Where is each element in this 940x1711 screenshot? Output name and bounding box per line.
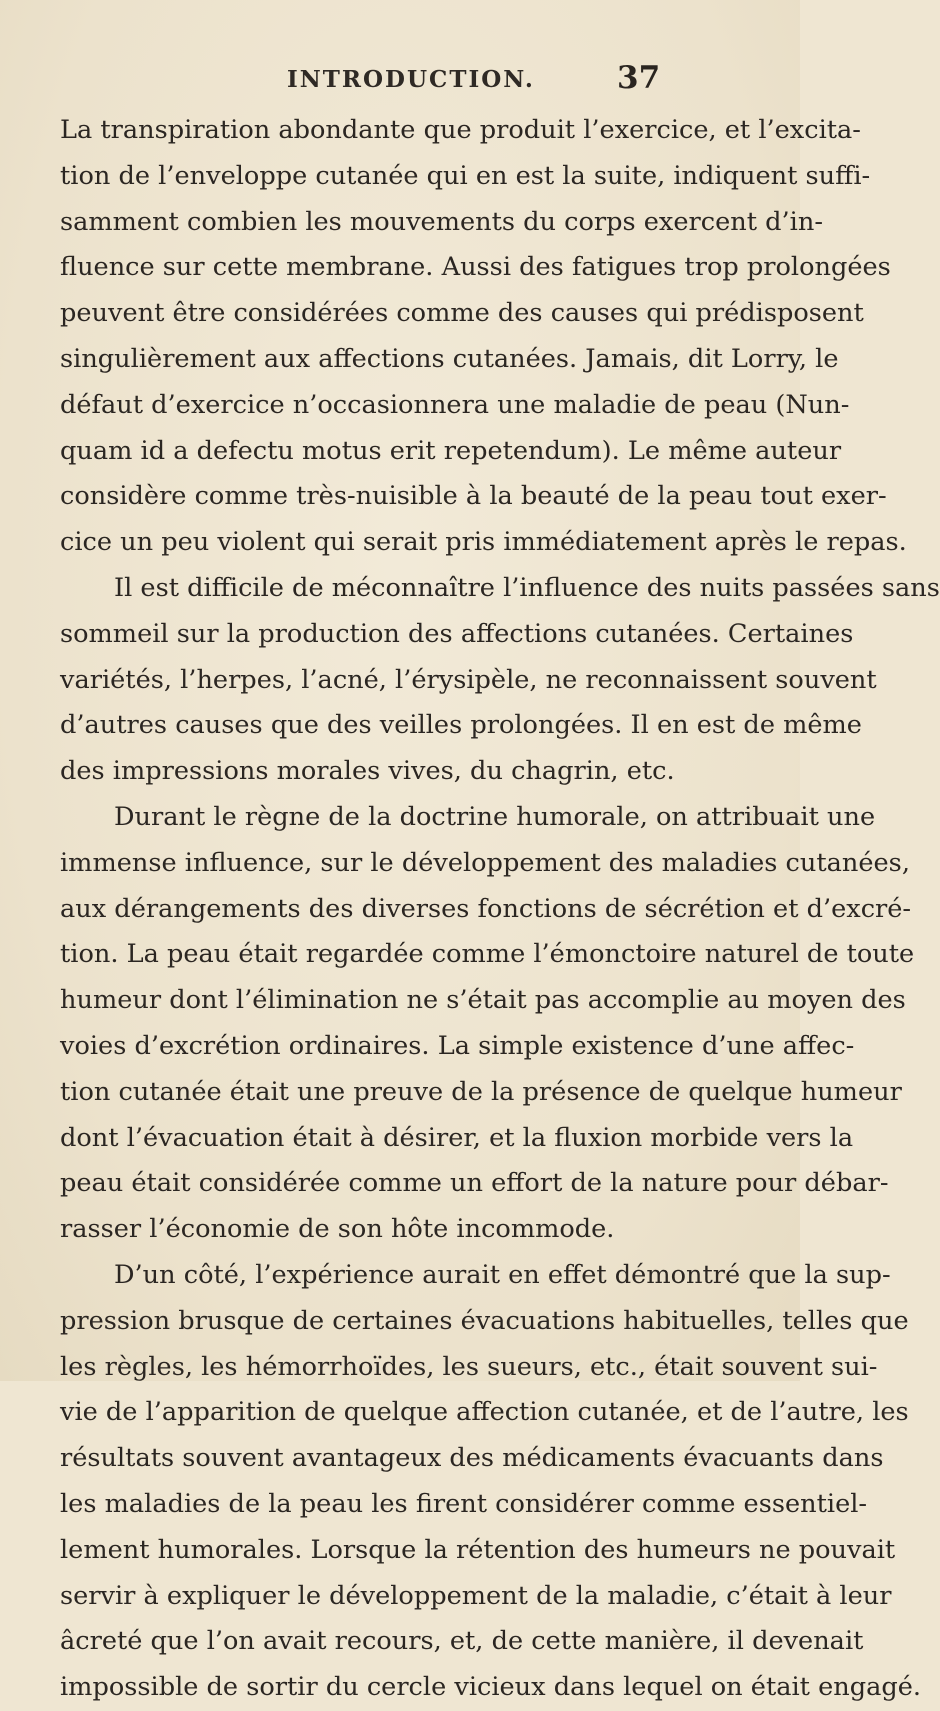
- text-line: servir à expliquer le développement de la maladie, c’était à leur: [60, 1580, 892, 1611]
- page-number: 37: [617, 60, 661, 96]
- text-line: résultats souvent avantageux des médicaments évacuants dans: [60, 1443, 884, 1474]
- text-line: peau était considérée comme un effort de la nature pour débar-: [60, 1168, 889, 1199]
- running-head-title: INTRODUCTION.: [287, 66, 535, 93]
- text-line: rasser l’économie de son hôte incommode.: [60, 1214, 615, 1245]
- text-line: défaut d’exercice n’occasionnera une maladie de peau (Nun-: [60, 389, 850, 420]
- running-head: [0, 60, 800, 106]
- text-line: considère comme très-nuisible à la beauté de la peau tout exer-: [60, 481, 887, 512]
- text-line: samment combien les mouvements du corps exercent d’in-: [60, 206, 823, 237]
- text-line: des impressions morales vives, du chagrin, etc.: [60, 756, 675, 787]
- text-line: les maladies de la peau les firent considérer comme essentiel-: [60, 1488, 868, 1519]
- text-line: Durant le règne de la doctrine humorale, on attribuait une: [114, 801, 876, 832]
- text-line: vie de l’apparition de quelque affection cutanée, et de l’autre, les: [60, 1397, 909, 1428]
- text-line: D’un côté, l’expérience aurait en effet démontré que la sup-: [114, 1259, 891, 1290]
- text-line: voies d’excrétion ordinaires. La simple existence d’une affec-: [60, 1030, 855, 1061]
- text-line: fluence sur cette membrane. Aussi des fatigues trop prolongées: [60, 252, 891, 283]
- text-line: La transpiration abondante que produit l’exercice, et l’excita-: [60, 115, 861, 145]
- text-line: aux dérangements des diverses fonctions de sécrétion et d’excré-: [60, 893, 912, 924]
- text-line: peuvent être considérées comme des causes qui prédisposent: [60, 298, 864, 329]
- body-text: [60, 108, 940, 1711]
- text-line: Il est difficile de méconnaître l’influence des nuits passées sans: [114, 572, 940, 603]
- text-line: tion de l’enveloppe cutanée qui en est la suite, indiquent suffi-: [60, 160, 871, 191]
- text-line: tion cutanée était une preuve de la présence de quelque humeur: [60, 1076, 902, 1107]
- text-line: impossible de sortir du cercle vicieux dans lequel on était engagé.: [60, 1672, 922, 1703]
- text-line: variétés, l’herpes, l’acné, l’érysipèle, ne reconnaissent souvent: [60, 664, 877, 695]
- text-line: quam id a defectu motus erit repetendum). Le même auteur: [60, 435, 842, 466]
- text-line: dont l’évacuation était à désirer, et la fluxion morbide vers la: [60, 1122, 854, 1153]
- text-line: sommeil sur la production des affections cutanées. Certaines: [60, 618, 854, 649]
- text-line: lement humorales. Lorsque la rétention des humeurs ne pouvait: [60, 1534, 896, 1565]
- text-line: immense influence, sur le développement des maladies cutanées,: [60, 847, 910, 878]
- text-line: cice un peu violent qui serait pris immédiatement après le repas.: [60, 527, 907, 558]
- text-line: tion. La peau était regardée comme l’émonctoire naturel de toute: [60, 939, 915, 970]
- text-line: les règles, les hémorrhoïdes, les sueurs, etc., était souvent sui-: [60, 1351, 878, 1382]
- text-line: singulièrement aux affections cutanées. Jamais, dit Lorry, le: [60, 343, 839, 374]
- text-line: pression brusque de certaines évacuations habituelles, telles que: [60, 1305, 909, 1336]
- text-line: âcreté que l’on avait recours, et, de cette manière, il devenait: [60, 1626, 864, 1657]
- text-line: humeur dont l’élimination ne s’était pas accomplie au moyen des: [60, 985, 906, 1016]
- text-line: d’autres causes que des veilles prolongées. Il en est de même: [60, 710, 862, 741]
